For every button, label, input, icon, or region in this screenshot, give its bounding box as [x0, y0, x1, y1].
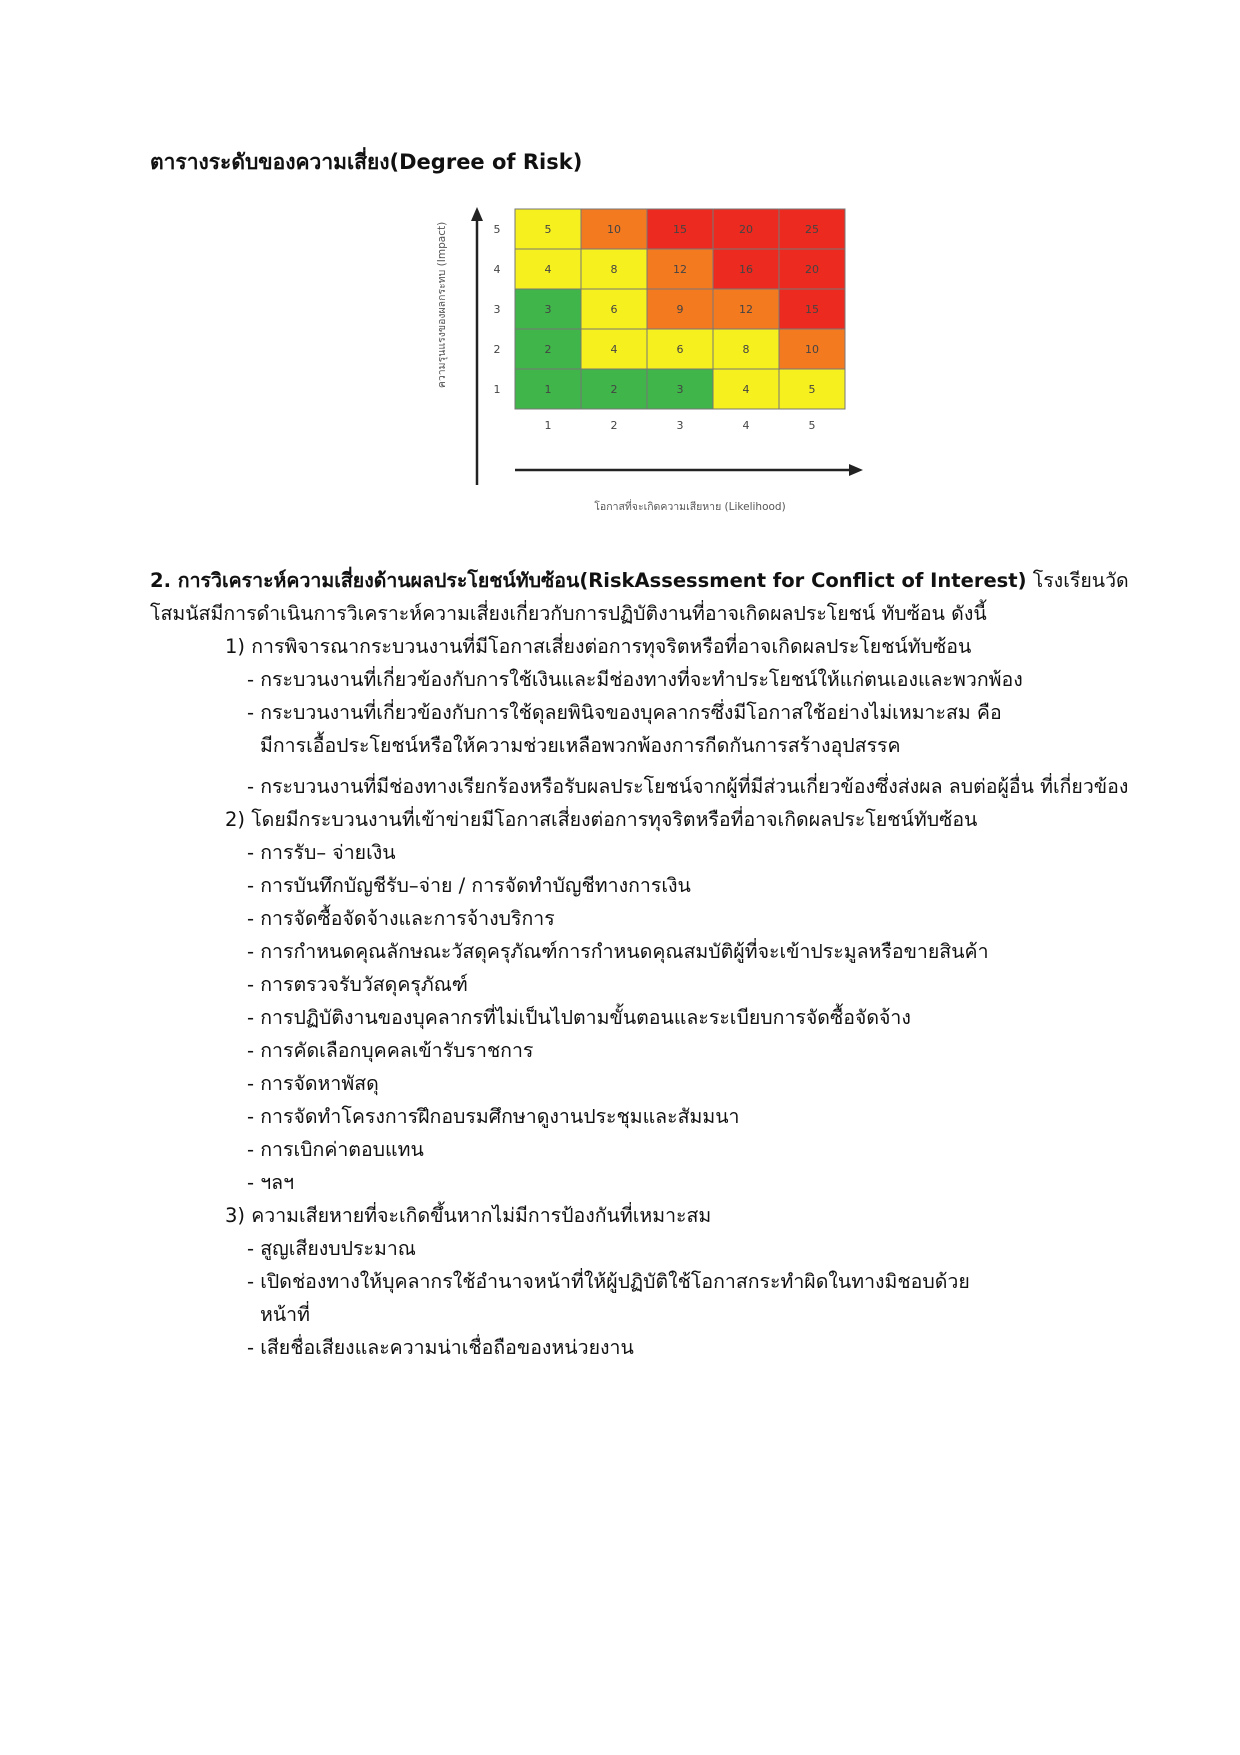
x-tick-label: 1	[544, 419, 552, 432]
topic-2-bullet: - การจัดทำโครงการฝึกอบรมศึกษาดูงานประชุมและสัมมนา	[247, 1105, 740, 1128]
risk-cell-value: 4	[742, 383, 750, 396]
risk-cell-value: 4	[610, 343, 618, 356]
risk-matrix	[425, 205, 865, 525]
topic-2-bullet: - การจัดซื้อจัดจ้างและการจ้างบริการ	[247, 907, 555, 930]
risk-cell-value: 6	[610, 303, 618, 316]
risk-cell-value: 15	[805, 303, 819, 316]
risk-cell-value: 10	[607, 223, 621, 236]
risk-cell-value: 3	[676, 383, 684, 396]
risk-cell-value: 1	[544, 383, 552, 396]
topic-3-bullet: - เสียชื่อเสียงและความน่าเชื่อถือของหน่วยงาน	[247, 1336, 634, 1359]
x-tick-label: 5	[808, 419, 816, 432]
y-axis-arrow-icon	[471, 207, 483, 221]
risk-cell-value: 12	[673, 263, 687, 276]
risk-matrix-figure	[425, 205, 865, 525]
risk-cell-value: 2	[610, 383, 618, 396]
risk-cell-value: 5	[544, 223, 552, 236]
risk-cell-value: 20	[805, 263, 819, 276]
topic-2: 2) โดยมีกระบวนงานที่เข้าข่ายมีโอกาสเสี่ยงต่อการทุจริตหรือที่อาจเกิดผลประโยชน์ทับซ้อน	[225, 808, 978, 831]
topic-3-bullet-line-1: - เปิดช่องทางให้บุคลากรใช้อำนาจหน้าที่ให้ผู้ปฏิบัติใช้โอกาสกระทำผิดในทางมิชอบด้วย	[247, 1270, 970, 1293]
section-2-title-rest: โรงเรียนวัด	[1026, 569, 1129, 592]
risk-cell-value: 9	[676, 303, 684, 316]
risk-cell-value: 2	[544, 343, 552, 356]
topic-2-bullet: - การกำหนดคุณลักษณะวัสดุครุภัณฑ์การกำหนดคุณสมบัติผู้ที่จะเข้าประมูลหรือขายสินค้า	[247, 940, 989, 963]
topic-2-bullet: - การตรวจรับวัสดุครุภัณฑ์	[247, 973, 468, 996]
risk-cell-value: 4	[544, 263, 552, 276]
y-tick-label: 3	[493, 303, 501, 316]
topic-3-bullet	[247, 1265, 1160, 1331]
topic-2-bullet: - การจัดหาพัสดุ	[247, 1072, 379, 1095]
risk-table-heading: ตารางระดับของความเสี่ยง(Degree of Risk)	[150, 150, 583, 174]
section-2	[150, 564, 1160, 1364]
topic-2-bullet: - ฯลฯ	[247, 1171, 295, 1194]
risk-cell-value: 3	[544, 303, 552, 316]
risk-cell-value: 6	[676, 343, 684, 356]
topic-3-bullet: - สูญเสียงบประมาณ	[247, 1237, 416, 1260]
x-tick-label: 4	[742, 419, 750, 432]
topic-1-bullet: - กระบวนงานที่เกี่ยวข้องกับการใช้เงินและมีช่องทางที่จะทำประโยชน์ให้แก่ตนเองและพวกพ้อง	[247, 668, 1023, 691]
topic-1-bullet-line-1: - กระบวนงานที่เกี่ยวข้องกับการใช้ดุลยพินิจของบุคลากรซึ่งมีโอกาสใช้อย่างไม่เหมาะสม คือ	[247, 701, 1002, 724]
risk-cell-value: 20	[739, 223, 753, 236]
x-tick-label: 2	[610, 419, 618, 432]
topic-3: 3) ความเสียหายที่จะเกิดขึ้นหากไม่มีการป้องกันที่เหมาะสม	[225, 1204, 712, 1227]
y-axis-label: ความรุนแรงของผลกระทบ (Impact)	[436, 221, 448, 389]
topic-2-bullet: - การปฏิบัติงานของบุคลากรที่ไม่เป็นไปตามขั้นตอนและระเบียบการจัดซื้อจัดจ้าง	[247, 1006, 911, 1029]
risk-cell-value: 15	[673, 223, 687, 236]
x-tick-label: 3	[676, 419, 684, 432]
risk-cell-value: 10	[805, 343, 819, 356]
risk-cell-value: 8	[742, 343, 750, 356]
risk-cell-value: 16	[739, 263, 753, 276]
y-tick-label: 5	[493, 223, 501, 236]
risk-cell-value: 25	[805, 223, 819, 236]
y-tick-label: 2	[493, 343, 501, 356]
section-2-title-continuation: โสมนัสมีการดำเนินการวิเคราะห์ความเสี่ยงเกี่ยวกับการปฏิบัติงานที่อาจเกิดผลประโยชน์ ทับซ้อน ดังนี้	[150, 602, 987, 625]
topic-2-bullet: - การเบิกค่าตอบแทน	[247, 1138, 424, 1161]
topic-1-bullet	[247, 696, 1160, 762]
y-tick-label: 1	[493, 383, 501, 396]
topic-2-bullet: - การรับ– จ่ายเงิน	[247, 841, 396, 864]
risk-cell-value: 8	[610, 263, 618, 276]
topic-2-bullet: - การบันทึกบัญชีรับ–จ่าย / การจัดทำบัญชีทางการเงิน	[247, 874, 691, 897]
risk-cell-value: 12	[739, 303, 753, 316]
x-axis-label: โอกาสที่จะเกิดความเสียหาย (Likelihood)	[594, 501, 786, 513]
topic-1-bullet-line-2: มีการเอื้อประโยชน์หรือให้ความช่วยเหลือพวกพ้องการกีดกันการสร้างอุปสรรค	[260, 734, 901, 757]
topic-1-bullet: - กระบวนงานที่มีช่องทางเรียกร้องหรือรับผลประโยชน์จากผู้ที่มีส่วนเกี่ยวข้องซึ่งส่งผล ลบต่อผู้อื่น ที่เกี่ยวข้อง	[247, 775, 1129, 798]
y-tick-label: 4	[493, 263, 501, 276]
section-2-title-bold: 2. การวิเคราะห์ความเสี่ยงด้านผลประโยชน์ทับซ้อน(RiskAssessment for Conflict of Interest)	[150, 569, 1027, 592]
section-2-title	[150, 564, 1160, 597]
topic-1: 1) การพิจารณากระบวนงานที่มีโอกาสเสี่ยงต่อการทุจริตหรือที่อาจเกิดผลประโยชน์ทับซ้อน	[225, 635, 972, 658]
risk-cell-value: 5	[808, 383, 816, 396]
x-axis-arrow-icon	[849, 464, 863, 476]
topic-3-bullet-line-2: หน้าที่	[260, 1303, 310, 1326]
topic-2-bullet: - การคัดเลือกบุคคลเข้ารับราชการ	[247, 1039, 534, 1062]
